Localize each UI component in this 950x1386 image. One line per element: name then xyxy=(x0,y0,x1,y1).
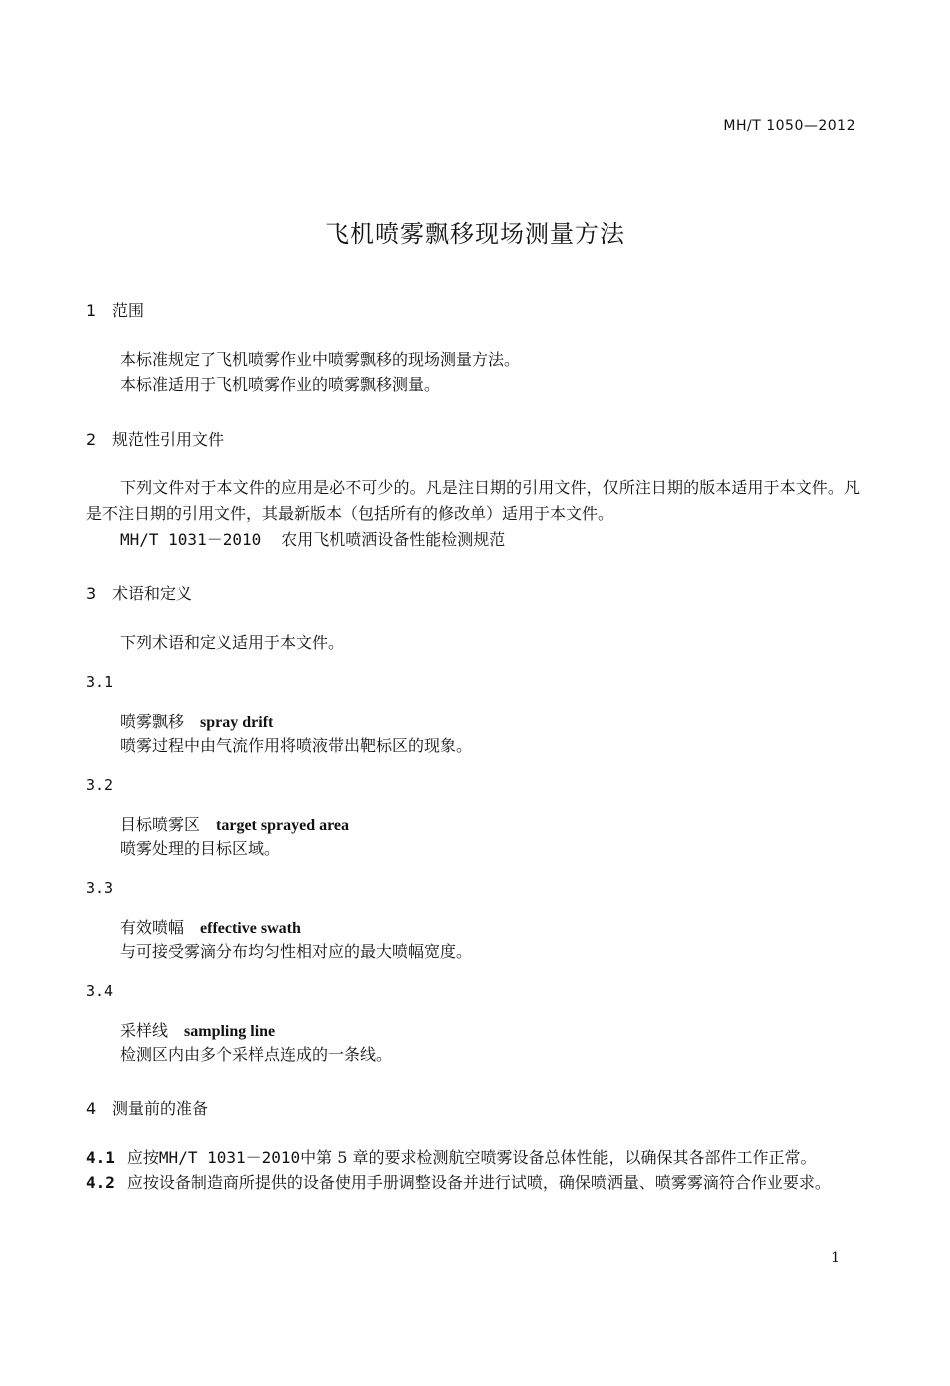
section-title: 测量前的准备 xyxy=(112,1099,209,1118)
term-definition: 检测区内由多个采样点连成的一条线。 xyxy=(120,1045,393,1064)
term-entry xyxy=(120,1018,275,1041)
section-number: 1 xyxy=(86,301,97,320)
page-number: 1 xyxy=(831,1250,840,1266)
term-en: spray drift xyxy=(200,714,274,731)
term-number: 3.2 xyxy=(86,776,114,794)
term-entry xyxy=(120,709,273,732)
term-en: effective swath xyxy=(200,920,301,937)
term-zh: 目标喷雾区 xyxy=(120,815,201,834)
section-heading-2 xyxy=(86,427,224,450)
section-number: 2 xyxy=(86,430,97,449)
clause-text: 应按设备制造商所提供的设备使用手册调整设备并进行试喷，确保喷洒量、喷雾雾滴符合作业要求。 xyxy=(126,1173,831,1192)
clause-text: 中第 5 章的要求检测航空喷雾设备总体性能，以确保其各部件工作正常。 xyxy=(300,1148,817,1167)
term-zh: 喷雾飘移 xyxy=(120,712,185,731)
paragraph: 下列术语和定义适用于本文件。 xyxy=(120,633,345,652)
paragraph: 本标准规定了飞机喷雾作业中喷雾飘移的现场测量方法。 xyxy=(120,350,521,369)
term-entry xyxy=(120,812,349,835)
clause-number: 4.2 xyxy=(86,1173,115,1192)
clause-4-1 xyxy=(86,1145,860,1171)
paragraph: 本标准适用于飞机喷雾作业的喷雾飘移测量。 xyxy=(120,375,441,394)
section-number: 4 xyxy=(86,1099,97,1118)
section-heading-4 xyxy=(86,1096,208,1119)
clause-number: 4.1 xyxy=(86,1148,115,1167)
standard-code: MH/T 1050—2012 xyxy=(723,118,856,134)
term-definition: 与可接受雾滴分布均匀性相对应的最大喷幅宽度。 xyxy=(120,942,473,961)
clause-text: 应按 xyxy=(126,1148,159,1167)
term-number: 3.1 xyxy=(86,673,114,691)
paragraph: 下列文件对于本文件的应用是必不可少的。凡是注日期的引用文件，仅所注日期的版本适用于本文件。凡是不注日期的引用文件，其最新版本（包括所有的修改单）适用于本文件。 xyxy=(86,478,860,523)
term-definition: 喷雾处理的目标区域。 xyxy=(120,839,281,858)
section-title: 术语和定义 xyxy=(112,584,193,603)
section-title: 范围 xyxy=(112,301,145,320)
reference-code: MH/T 1031－2010 xyxy=(120,530,262,549)
clause-reference: MH/T 1031－2010 xyxy=(158,1148,301,1167)
page-title: 飞机喷雾飘移现场测量方法 xyxy=(325,220,625,248)
term-definition: 喷雾过程中由气流作用将喷液带出靶标区的现象。 xyxy=(120,736,473,755)
term-number: 3.3 xyxy=(86,879,114,897)
section-heading-3 xyxy=(86,581,192,604)
section-title: 规范性引用文件 xyxy=(112,430,225,449)
term-zh: 采样线 xyxy=(120,1021,169,1040)
term-number: 3.4 xyxy=(86,982,114,1000)
normative-reference xyxy=(120,527,505,552)
term-entry xyxy=(120,915,301,938)
term-en: target sprayed area xyxy=(216,817,350,834)
reference-title: 农用飞机喷洒设备性能检测规范 xyxy=(281,530,506,549)
term-en: sampling line xyxy=(184,1023,276,1040)
term-zh: 有效喷幅 xyxy=(120,918,185,937)
clause-4-2 xyxy=(86,1170,860,1196)
section-heading-1 xyxy=(86,298,144,321)
section-number: 3 xyxy=(86,584,97,603)
